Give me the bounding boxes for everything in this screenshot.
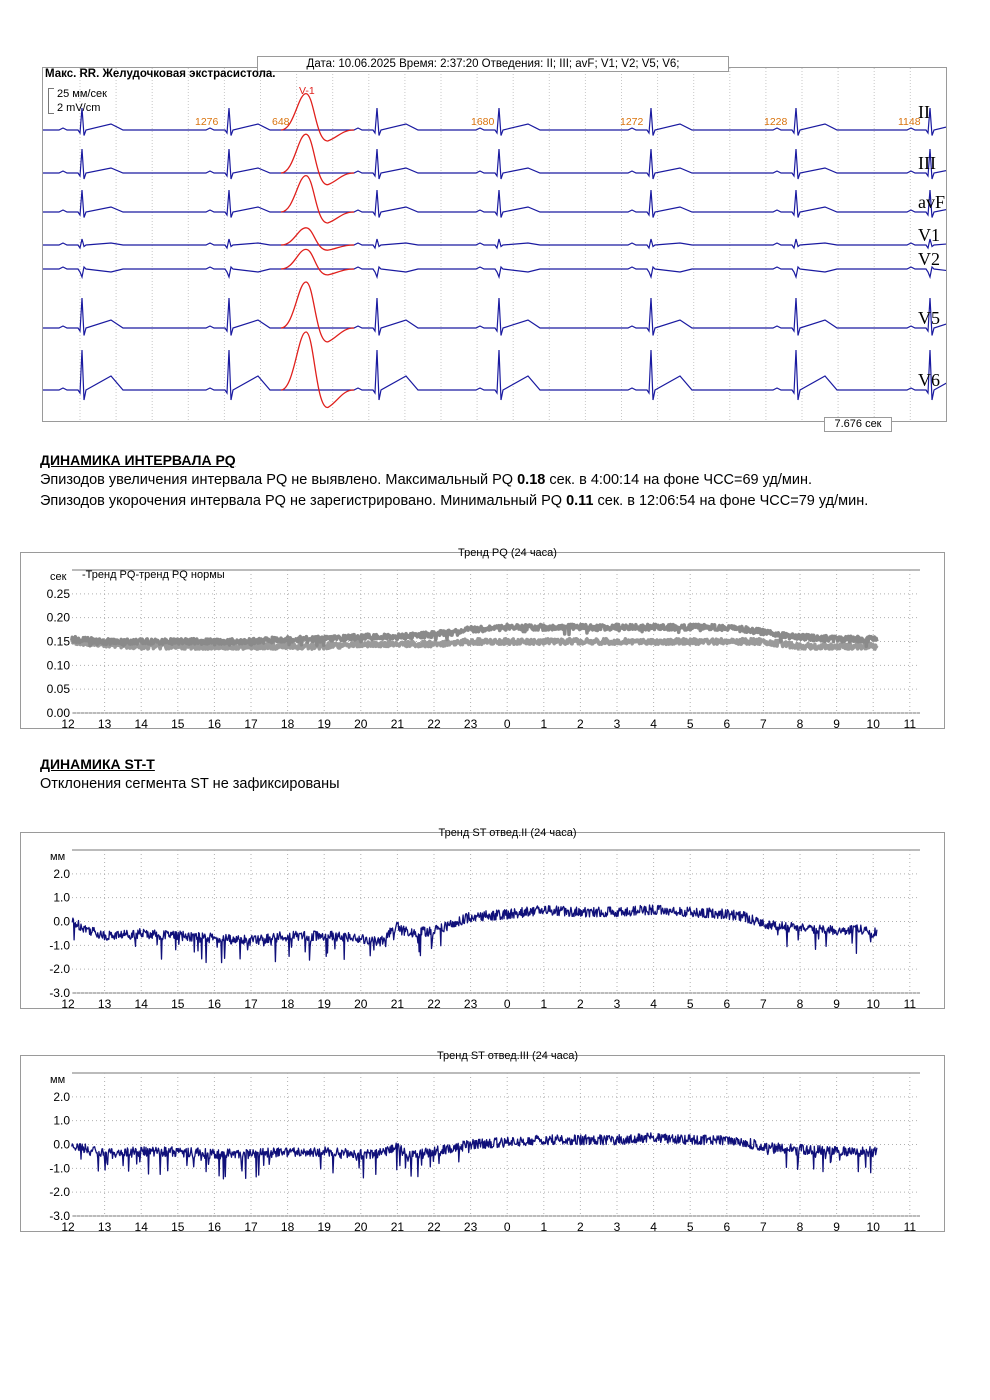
x-tick-label: 17 xyxy=(244,717,258,731)
x-tick-label: 15 xyxy=(171,1220,185,1234)
x-tick-label: 23 xyxy=(463,1220,478,1234)
ecg-ectopic-beat xyxy=(281,249,354,275)
series-line xyxy=(72,905,877,963)
x-tick-label: 4 xyxy=(650,717,657,731)
ecg-header: Дата: 10.06.2025 Время: 2:37:20 Отведения: II; III; avF; V1; V2; V5; V6; xyxy=(257,56,729,72)
x-tick-label: 19 xyxy=(317,1220,331,1234)
x-tick-label: 19 xyxy=(317,717,331,731)
x-tick-label: 13 xyxy=(97,1220,112,1234)
x-tick-label: 11 xyxy=(903,1220,917,1234)
rr-interval-label: 1272 xyxy=(620,116,644,128)
x-tick-label: 16 xyxy=(207,997,222,1011)
x-tick-label: 15 xyxy=(171,717,185,731)
x-tick-label: 12 xyxy=(61,1220,75,1234)
ecg-normal-trace xyxy=(43,298,946,336)
pq-line2-rest: сек. в 12:06:54 на фоне ЧСС=79 уд/мин. xyxy=(593,493,869,509)
x-tick-label: 5 xyxy=(686,1220,694,1234)
y-unit-label: сек xyxy=(50,571,67,583)
x-tick-label: 14 xyxy=(134,717,148,731)
ecg-lead-label: V5 xyxy=(918,308,940,328)
x-tick-label: 0 xyxy=(503,997,511,1011)
ecg-lead-label: V2 xyxy=(918,249,940,269)
x-tick-label: 5 xyxy=(686,997,694,1011)
x-tick-label: 7 xyxy=(760,997,767,1011)
x-tick-label: 20 xyxy=(354,717,368,731)
x-tick-label: 18 xyxy=(280,997,295,1011)
x-tick-label: 9 xyxy=(833,997,840,1011)
x-tick-label: 14 xyxy=(134,997,148,1011)
x-tick-label: 20 xyxy=(354,1220,368,1234)
x-tick-label: 5 xyxy=(686,717,694,731)
x-tick-label: 9 xyxy=(833,717,840,731)
x-tick-label: 0 xyxy=(503,717,511,731)
y-tick-label: 0.10 xyxy=(46,658,70,673)
x-tick-label: 3 xyxy=(613,717,621,731)
rr-interval-label: 1148 xyxy=(898,116,921,128)
pq-trend-chart xyxy=(20,545,945,735)
ecg-lead-label: II xyxy=(918,102,930,122)
x-tick-label: 22 xyxy=(427,1220,441,1234)
x-tick-label: 15 xyxy=(171,997,185,1011)
ecg-lead-label: V1 xyxy=(918,225,940,245)
st-ii-trend-chart xyxy=(20,825,945,1015)
ecg-normal-trace xyxy=(43,190,946,218)
ecg-lead-label: V6 xyxy=(918,370,940,390)
stt-text: Отклонения сегмента ST не зафиксированы xyxy=(40,776,340,792)
ecg-title: Макс. RR. Желудочковая экстрасистола. xyxy=(45,68,276,80)
x-tick-label: 2 xyxy=(577,997,584,1011)
ecg-lead-V1 xyxy=(43,228,946,250)
series-ST III xyxy=(72,1133,877,1179)
x-tick-label: 20 xyxy=(354,997,368,1011)
pq-heading: ДИНАМИКА ИНТЕРВАЛА PQ xyxy=(40,452,236,468)
y-tick-label: -2.0 xyxy=(49,962,70,977)
rr-interval-label: 1276 xyxy=(195,116,219,128)
y-tick-label: 0.00 xyxy=(46,706,70,720)
x-tick-label: 8 xyxy=(796,717,804,731)
trend-svg xyxy=(20,825,945,1015)
ecg-lead-avF xyxy=(43,176,946,223)
x-tick-label: 22 xyxy=(427,997,441,1011)
y-tick-label: 1.0 xyxy=(53,1113,70,1128)
y-unit-label: мм xyxy=(50,851,66,863)
x-tick-label: 19 xyxy=(317,997,331,1011)
ecg-lead-V2 xyxy=(43,249,946,277)
x-tick-label: 0 xyxy=(503,1220,511,1234)
y-tick-label: 2.0 xyxy=(53,866,70,881)
x-tick-label: 10 xyxy=(866,717,880,731)
y-tick-label: 1.0 xyxy=(53,890,70,905)
ecg-lead-label: avF xyxy=(918,192,945,212)
x-tick-label: 3 xyxy=(613,997,621,1011)
x-tick-label: 7 xyxy=(760,717,767,731)
pq-line2: Эпизодов укорочения интервала PQ не зарегистрировано. Минимальный PQ xyxy=(40,493,567,509)
y-tick-label: -1.0 xyxy=(49,938,70,953)
x-tick-label: 6 xyxy=(723,717,731,731)
ecg-scale xyxy=(48,87,107,115)
series-ST II xyxy=(72,905,877,963)
x-tick-label: 7 xyxy=(760,1220,767,1234)
x-tick-label: 11 xyxy=(903,997,917,1011)
x-tick-label: 23 xyxy=(463,997,478,1011)
pq-summary xyxy=(40,470,940,512)
x-tick-label: 22 xyxy=(427,717,441,731)
y-tick-label: 0.0 xyxy=(53,914,70,929)
x-tick-label: 1 xyxy=(540,997,548,1011)
x-tick-label: 18 xyxy=(280,1220,295,1234)
y-tick-label: -1.0 xyxy=(49,1161,70,1176)
stt-heading: ДИНАМИКА ST-T xyxy=(40,756,155,772)
y-tick-label: 2.0 xyxy=(53,1089,70,1104)
ecg-normal-trace xyxy=(43,239,946,248)
ecg-event-label: V-1 xyxy=(299,85,315,97)
y-tick-label: 0.05 xyxy=(46,682,70,697)
y-tick-label: 0.25 xyxy=(46,586,70,601)
y-tick-label: 0.0 xyxy=(53,1137,70,1152)
x-tick-label: 14 xyxy=(134,1220,148,1234)
x-tick-label: 10 xyxy=(866,997,880,1011)
pq-line1-rest: сек. в 4:00:14 на фоне ЧСС=69 уд/мин. xyxy=(545,472,813,488)
pq-min-value: 0.11 xyxy=(566,493,594,509)
ecg-ectopic-beat xyxy=(281,332,354,407)
x-tick-label: 4 xyxy=(650,997,657,1011)
trend-title: Тренд ST отвед.II (24 часа) xyxy=(438,827,577,839)
trend-svg xyxy=(20,1048,945,1238)
x-tick-label: 1 xyxy=(540,1220,548,1234)
trend-title: Тренд PQ (24 часа) xyxy=(458,547,557,559)
x-tick-label: 16 xyxy=(207,717,222,731)
trend-legend: -Тренд PQ-тренд PQ нормы xyxy=(82,569,225,581)
ecg-ectopic-beat xyxy=(281,134,354,184)
ecg-lead-label: III xyxy=(918,153,936,173)
ecg-normal-trace xyxy=(43,350,946,400)
x-tick-label: 18 xyxy=(280,717,295,731)
x-tick-label: 13 xyxy=(97,717,112,731)
x-tick-label: 17 xyxy=(244,1220,258,1234)
x-tick-label: 13 xyxy=(97,997,112,1011)
x-tick-label: 2 xyxy=(577,717,584,731)
x-tick-label: 21 xyxy=(390,997,405,1011)
x-tick-label: 4 xyxy=(650,1220,657,1234)
ecg-normal-trace xyxy=(43,149,946,179)
ecg-duration: 7.676 сек xyxy=(824,417,892,432)
y-tick-label: -3.0 xyxy=(49,1209,70,1223)
ecg-ectopic-beat xyxy=(281,228,354,250)
pq-line1: Эпизодов увеличения интервала PQ не выявлено. Максимальный PQ xyxy=(40,472,518,488)
ecg-normal-trace xyxy=(43,267,946,277)
x-tick-label: 6 xyxy=(723,997,731,1011)
ecg-strip xyxy=(42,67,947,422)
y-tick-label: 0.20 xyxy=(46,610,70,625)
x-tick-label: 23 xyxy=(463,717,478,731)
ecg-normal-trace xyxy=(43,108,946,136)
ecg-ectopic-beat xyxy=(281,282,354,342)
ecg-lead-V5 xyxy=(43,282,946,342)
y-tick-label: -2.0 xyxy=(49,1185,70,1200)
trend-title: Тренд ST отвед.III (24 часа) xyxy=(436,1050,579,1062)
trend-svg xyxy=(20,545,945,735)
rr-interval-label: 1228 xyxy=(764,116,788,128)
ecg-scale-amp: 2 mV/cm xyxy=(57,102,101,114)
ecg-lead-III xyxy=(43,134,946,184)
pq-max-value: 0.18 xyxy=(517,472,546,488)
x-tick-label: 11 xyxy=(903,717,917,731)
y-tick-label: -3.0 xyxy=(49,986,70,1000)
x-tick-label: 17 xyxy=(244,997,258,1011)
x-tick-label: 21 xyxy=(390,717,405,731)
series-line xyxy=(72,1133,877,1179)
ecg-lead-V6 xyxy=(43,332,946,407)
y-tick-label: 0.15 xyxy=(46,634,70,649)
x-tick-label: 12 xyxy=(61,997,75,1011)
x-tick-label: 12 xyxy=(61,717,75,731)
x-tick-label: 8 xyxy=(796,1220,804,1234)
x-tick-label: 16 xyxy=(207,1220,222,1234)
x-tick-label: 8 xyxy=(796,997,804,1011)
x-tick-label: 21 xyxy=(390,1220,405,1234)
x-tick-label: 1 xyxy=(540,717,548,731)
ecg-lead-II xyxy=(43,94,946,141)
st-iii-trend-chart xyxy=(20,1048,945,1238)
rr-interval-label: 648 xyxy=(272,116,290,128)
x-tick-label: 2 xyxy=(577,1220,584,1234)
calibration-bracket xyxy=(48,88,54,114)
ecg-ectopic-beat xyxy=(281,176,354,223)
rr-interval-label: 1680 xyxy=(471,116,495,128)
x-tick-label: 10 xyxy=(866,1220,880,1234)
y-unit-label: мм xyxy=(50,1074,66,1086)
ecg-scale-speed: 25 мм/сек xyxy=(57,88,107,100)
x-tick-label: 9 xyxy=(833,1220,840,1234)
ecg-waveforms xyxy=(43,68,946,421)
x-tick-label: 6 xyxy=(723,1220,731,1234)
ecg-ectopic-beat xyxy=(281,94,354,141)
x-tick-label: 3 xyxy=(613,1220,621,1234)
